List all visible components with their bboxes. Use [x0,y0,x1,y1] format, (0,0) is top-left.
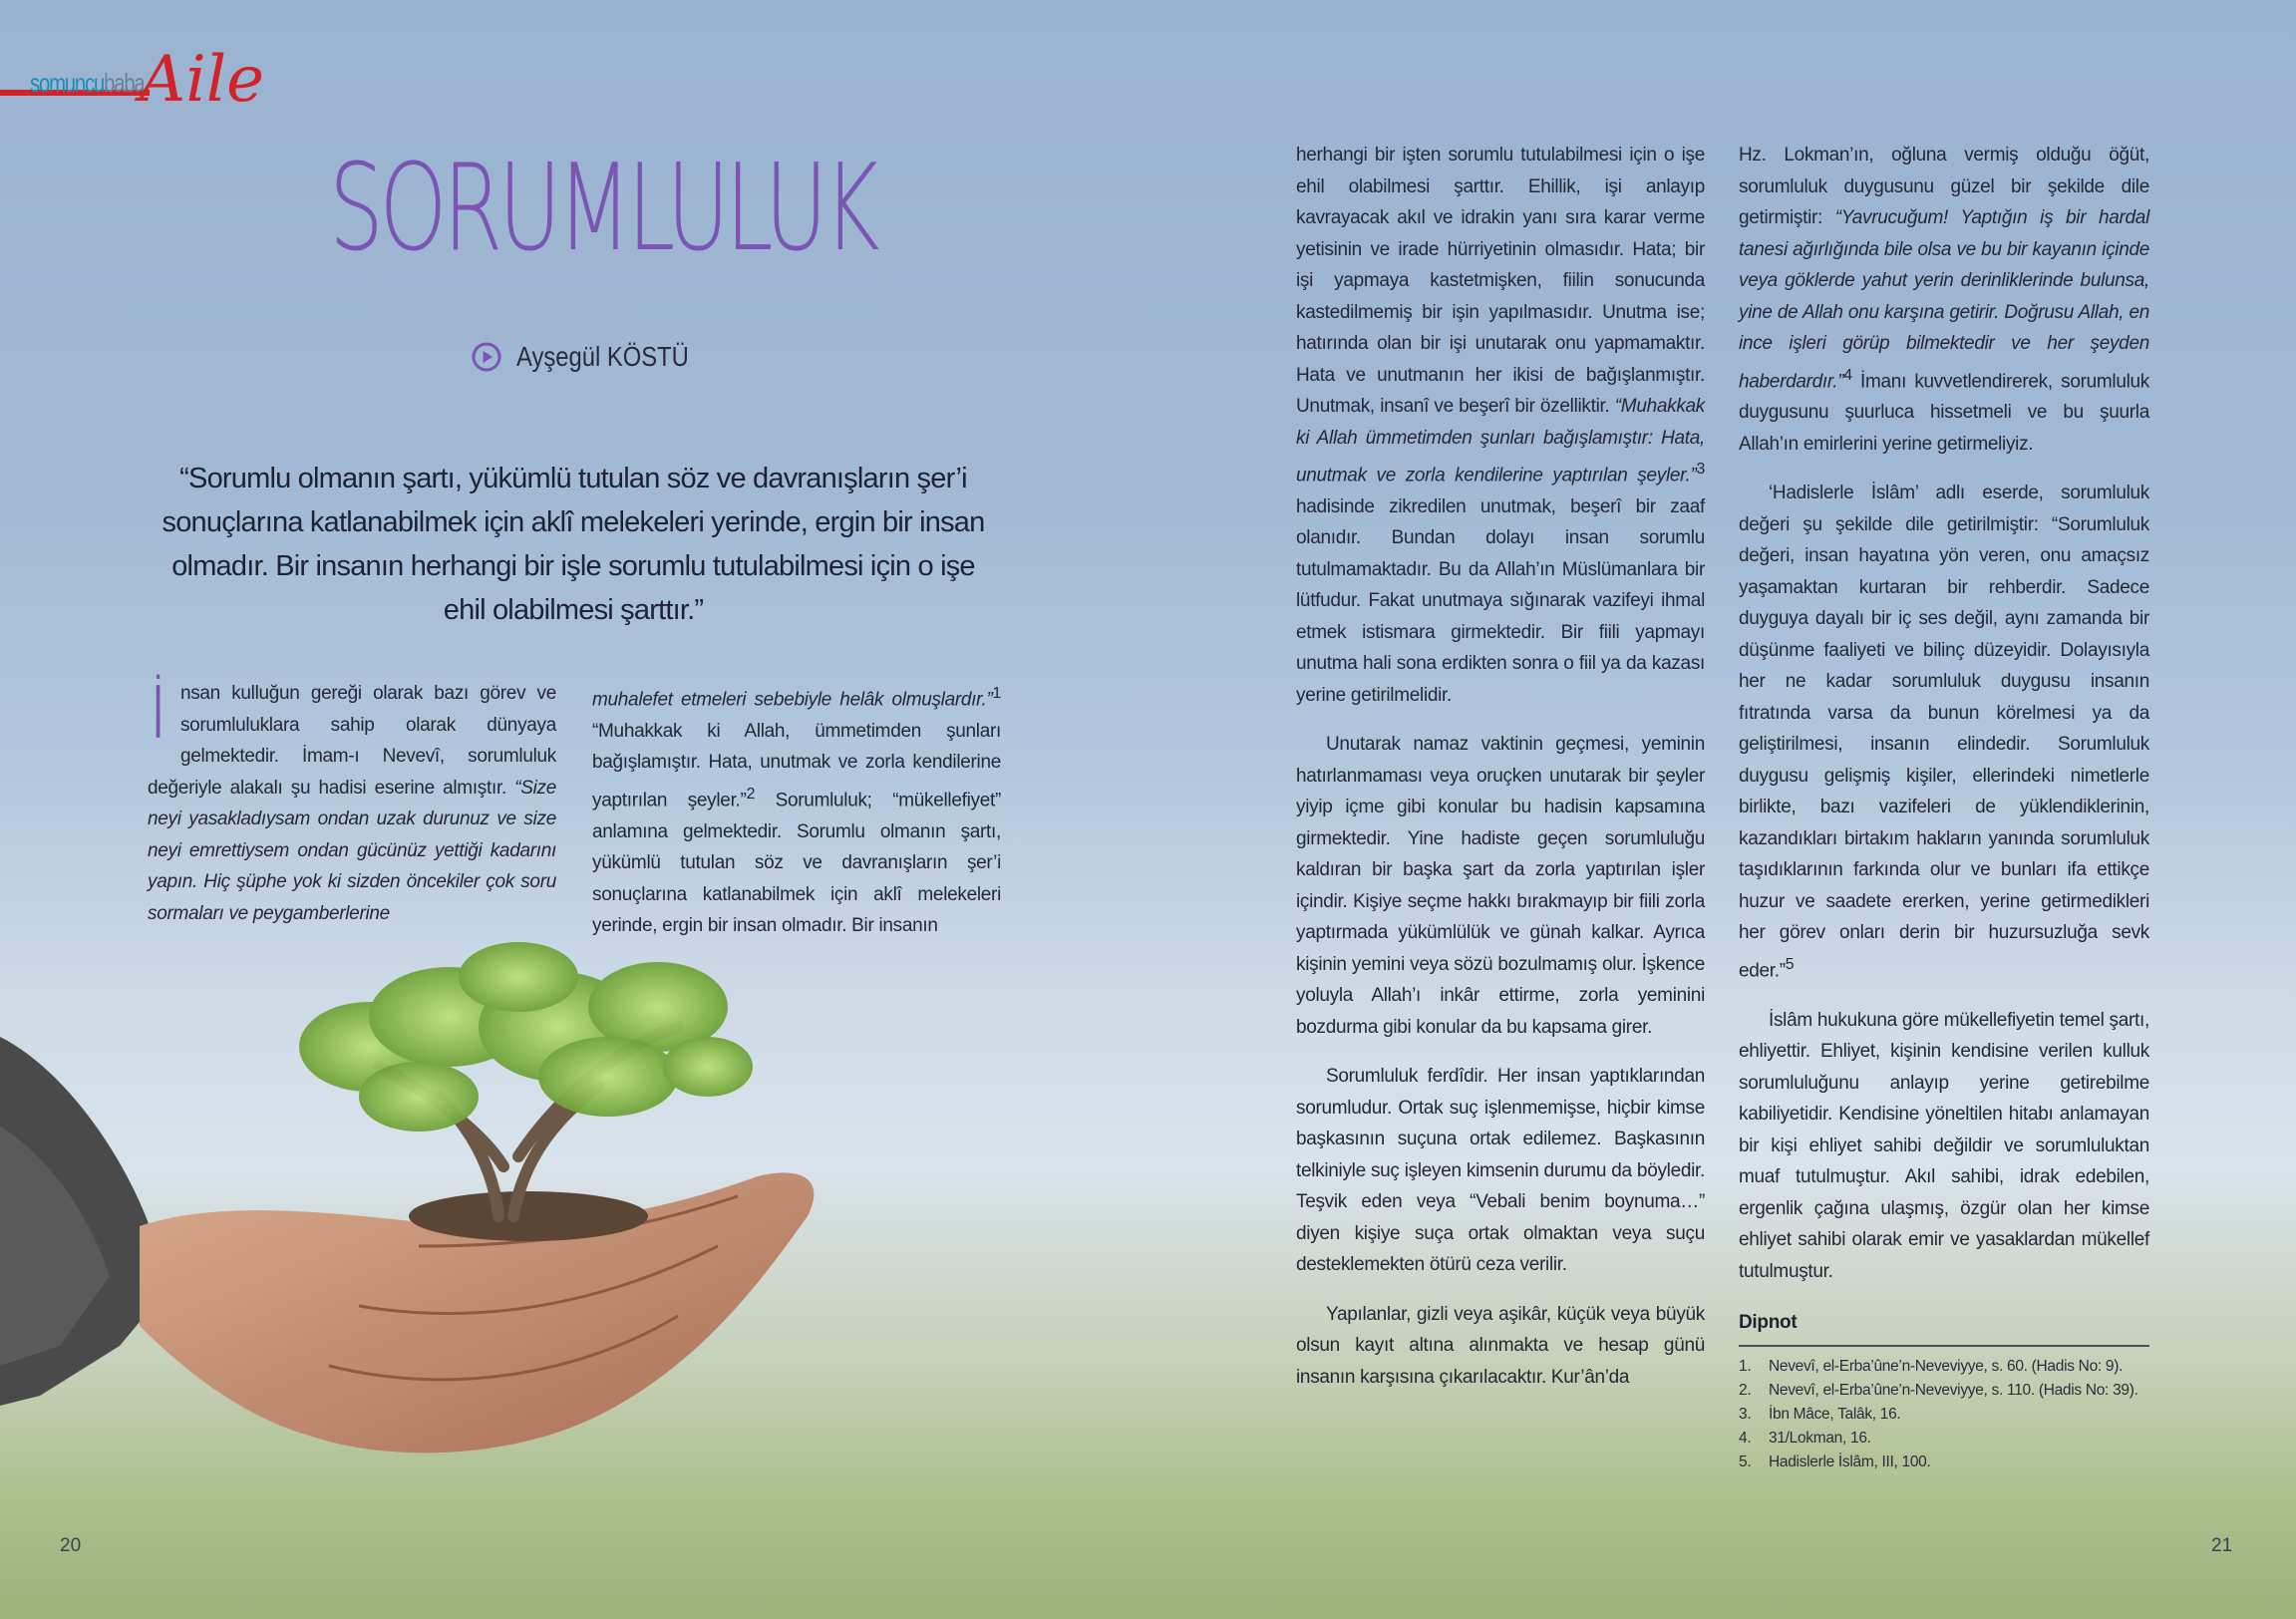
footnote-number: 4. [1739,1429,1752,1447]
footnote-item [1739,1355,2149,1379]
footnote-text: 31/Lokman, 16. [1769,1429,1871,1447]
body-text: Sorumluluk; “mükellefiyet” anlamına gelmektedir. Sorumlu olmanın şartı, yükümlü tutulan söz ve davranışların şer’i sonuçlarına katlanabilmek için aklî melekeleri yerinde, ergin bir insan olmadır. Bir insanın [592,790,1001,937]
footnote-text: Nevevî, el-Erba’ûne’n-Neveviyye, s. 110. (Hadis No: 39). [1769,1381,2138,1399]
magazine-logo [0,28,265,117]
footnote-number: 1. [1739,1357,1752,1375]
right-column-2 [1739,140,2149,1474]
left-column-2 [592,678,1001,942]
footnote-ref: 5 [1785,955,1795,973]
footnote-number: 5. [1739,1453,1752,1470]
paragraph: İslâm hukukuna göre mükellefiyetin temel şartı, ehliyettir. Ehliyet, kişinin kendisine verilen kulluk sorumluluğunu anlayıp yerine getirebilme kabiliyetidir. Kendisine yöneltilen hitabı anlamayan bir kişi ehliyet sahibi değildir ve sorumluluktan muaf tutulmuştur. Akıl sahibi, idrak edebilen, ergenlik çağına ulaşmış, özgür olan her kimse ehliyet sahibi olarak emir ve yasaklardan mükellef tutulmuştur. [1739,1009,2149,1282]
play-circle-icon [471,341,502,373]
author-byline [471,341,719,373]
logo-somuncu: somuncu [30,68,105,98]
footnote-item [1739,1451,2149,1474]
hadith-quote: “Size neyi yasakladıysam ondan uzak durunuz ve size neyi emrettiysem ondan gücünüz yettiği kadarını yapın. Hiç şüphe yok ki sizden öncekiler çok soru sormaları ve peygamberlerine [148,777,556,924]
body-text: “Muhakkak ki Allah, ümmetimden şunları bağışlamıştır. Hata, unutmak ve zorla kendilerine yaptırılan şeyler.” [592,720,1001,811]
body-text: Hz. Lokman’ın, oğluna vermiş olduğu öğüt, sorumluluk duygusunu güzel bir şekilde dile getirmiştir: [1739,145,2149,228]
footnote-item [1739,1427,2149,1451]
body-text: herhangi bir işten sorumlu tutulabilmesi için o işe ehil olabilmesi şarttır. Ehillik, işi anlayıp kavrayacak akıl ve idrakin yanı sıra karar verme yetisinin ve irade hürriyetinin olmasıdır. Hata; bir işi yapmaya kastetmişken, fiilin sonucunda kastedilmemiş bir işin yapılmasıdır. Unutma ise; hatırında olan bir işi unutarak onu yapmamaktır. Hata ve unutmanın her ikisi de bağışlanmıştır. Unutmak, insanî ve beşerî bir özelliktir. [1296,145,1705,417]
author-name: Ayşegül KÖSTÜ [516,341,689,372]
paragraph: ‘Hadislerle İslâm’ adlı eserde, sorumluluk değeri şu şekilde dile getirilmiştir: “Sorumluluk değeri, insan hayatına yön veren, onu amaçsız yaşamaktan kurtaran bir rehberdir. Sadece duyguya dayalı bir iç ses değil, aynı zamanda bir düşünme faaliyeti ve bilinç düzeyidir. Dolayısıyla her ne kadar sorumluluk duygusu insanın fıtratında varsa da bunun körelmesi ya da geliştirilmesi, insanın elindedir. Sorumluluk duygusu gelişmiş kişiler, ellerindeki nimetlerle birlikte, bazı vazifeleri de yüklendiklerinin, kazandıkları birtakım hakların yanında sorumluluk taşıdıklarının farkında olur ve bunları ifa ettikçe huzur ve saadete ererken, yerine getirmedikleri her görev onları derin bir huzursuzluğa sevk eder.” [1739,483,2149,982]
footnote-item [1739,1403,2149,1427]
body-text: İmanı kuvvetlendirerek, sorumluluk duygusunu şuurluca hissetmeli ve bu şuurla Allah’ın emirlerini yerine getirmeliyiz. [1739,370,2149,455]
footnote-text: Hadislerle İslâm, III, 100. [1769,1453,1931,1470]
paragraph: Unutarak namaz vaktinin geçmesi, yeminin hatırlanmaması veya oruçken unutarak bir şeyler yiyip içme gibi konular bu hadisin kapsamına girmektedir. Yine hadiste geçen sorumluluğu kaldıran bir başka şart da zorla yaptırılan işler içindir. Kişiye seçme hakkı bırakmayıp bir fiili zorla yaptırmada yükümlülük ve günah kalkar. Ayrıca kişinin yemini veya sözü bozulmamış olur. İşkence yoluyla Allah’ı inkâr ettirme, zorla yeminini bozdurma gibi konular da bu kapsama girer. [1296,734,1705,1038]
quran-quote: “Yavrucuğum! Yaptığın iş bir hardal tanesi ağırlığında bile olsa ve bu bir kayanın içinde veya göklerde yahut yerin derinliklerinde bulunsa, yine de Allah onu karşına getirir. Doğrusu Allah, en ince işleri görüp bilmektedir ve her şeyden haberdardır.” [1739,207,2149,392]
hadith-quote: muhalefet etmeleri sebebiyle helâk olmuşlardır.” [592,689,993,711]
paragraph: Yapılanlar, gizli veya aşikâr, küçük veya büyük olsun kayıt altına alınmakta ve hesap günü insanın karşısına çıkarılacaktır. Kur’ân’da [1296,1303,1705,1388]
footnotes-heading: Dipnot [1739,1307,2149,1347]
footnotes-list [1739,1355,2149,1474]
hadith-quote: “Muhakkak ki Allah ümmetimden şunları bağışlamıştır: Hata, unutmak ve zorla kendilerine yaptırılan şeyler.” [1296,396,1705,486]
pull-quote: “Sorumlu olmanın şartı, yükümlü tutulan söz ve davranışların şer’i sonuçlarına katlanabilmek için aklî melekeleri yerinde, ergin bir insan olmadır. Bir insanın herhangi bir işle sorumlu tutulabilmesi için o işe ehil olabilmesi şarttır.” [162,463,985,626]
footnote-ref: 2 [746,785,756,803]
left-column-1 [148,671,556,929]
body-text: hadisinde zikredilen unutmak, beşerî bir zaaf olanıdır. Bundan dolayı insan sorumlu tutulmamaktadır. Bu da Allah’ın Müslümanlara bir lütfudur. Fakat unutmaya sığınarak vazifeyi ihmal etmek istismara girmektedir. Bir fiili yapmayı unutma hali sona erdikten sonra o fiil ya da kazası yerine getirilmelidir. [1296,495,1705,706]
page-number-left: 20 [60,1535,82,1556]
page-number-right: 21 [2211,1535,2233,1556]
logo-wordmark [30,68,145,99]
hands-tree-illustration [0,927,977,1565]
logo-baba: baba [104,68,145,98]
footnote-number: 3. [1739,1405,1752,1423]
footnote-text: Nevevî, el-Erba’ûne’n-Neveviyye, s. 60. (Hadis No: 9). [1769,1357,2124,1375]
footnote-number: 2. [1739,1381,1752,1399]
body-text: nsan kulluğun gereği olarak bazı görev ve sorumluluklara sahip olarak dünyaya gelmektedir. İmam-ı Nevevî, sorumluluk değeriyle alakalı şu hadisi eserine almıştır. [148,683,556,799]
drop-cap: İ [148,671,168,755]
right-column-1 [1296,140,1705,1393]
footnote-ref: 1 [992,685,1001,702]
footnote-text: İbn Mâce, Talâk, 16. [1769,1405,1901,1423]
paragraph: Sorumluluk ferdîdir. Her insan yaptıklarından sorumludur. Ortak suç işlenmemişse, hiçbir kimse başkasının suçuna ortak edilemez. Başkasının telkiniyle suç işleyen kimsenin durumu da böyledir. Teşvik eden veya “Vebali benim boynuma…” diyen kişiye suça ortak olmaktan veya suçu desteklemekten ötürü ceza verilir. [1296,1066,1705,1276]
footnote-ref: 3 [1696,461,1705,478]
article-title: SORUMLULUK [329,140,876,278]
footnote-ref: 4 [1843,366,1852,384]
footnote-item [1739,1379,2149,1403]
logo-aile: Aile [140,43,265,117]
